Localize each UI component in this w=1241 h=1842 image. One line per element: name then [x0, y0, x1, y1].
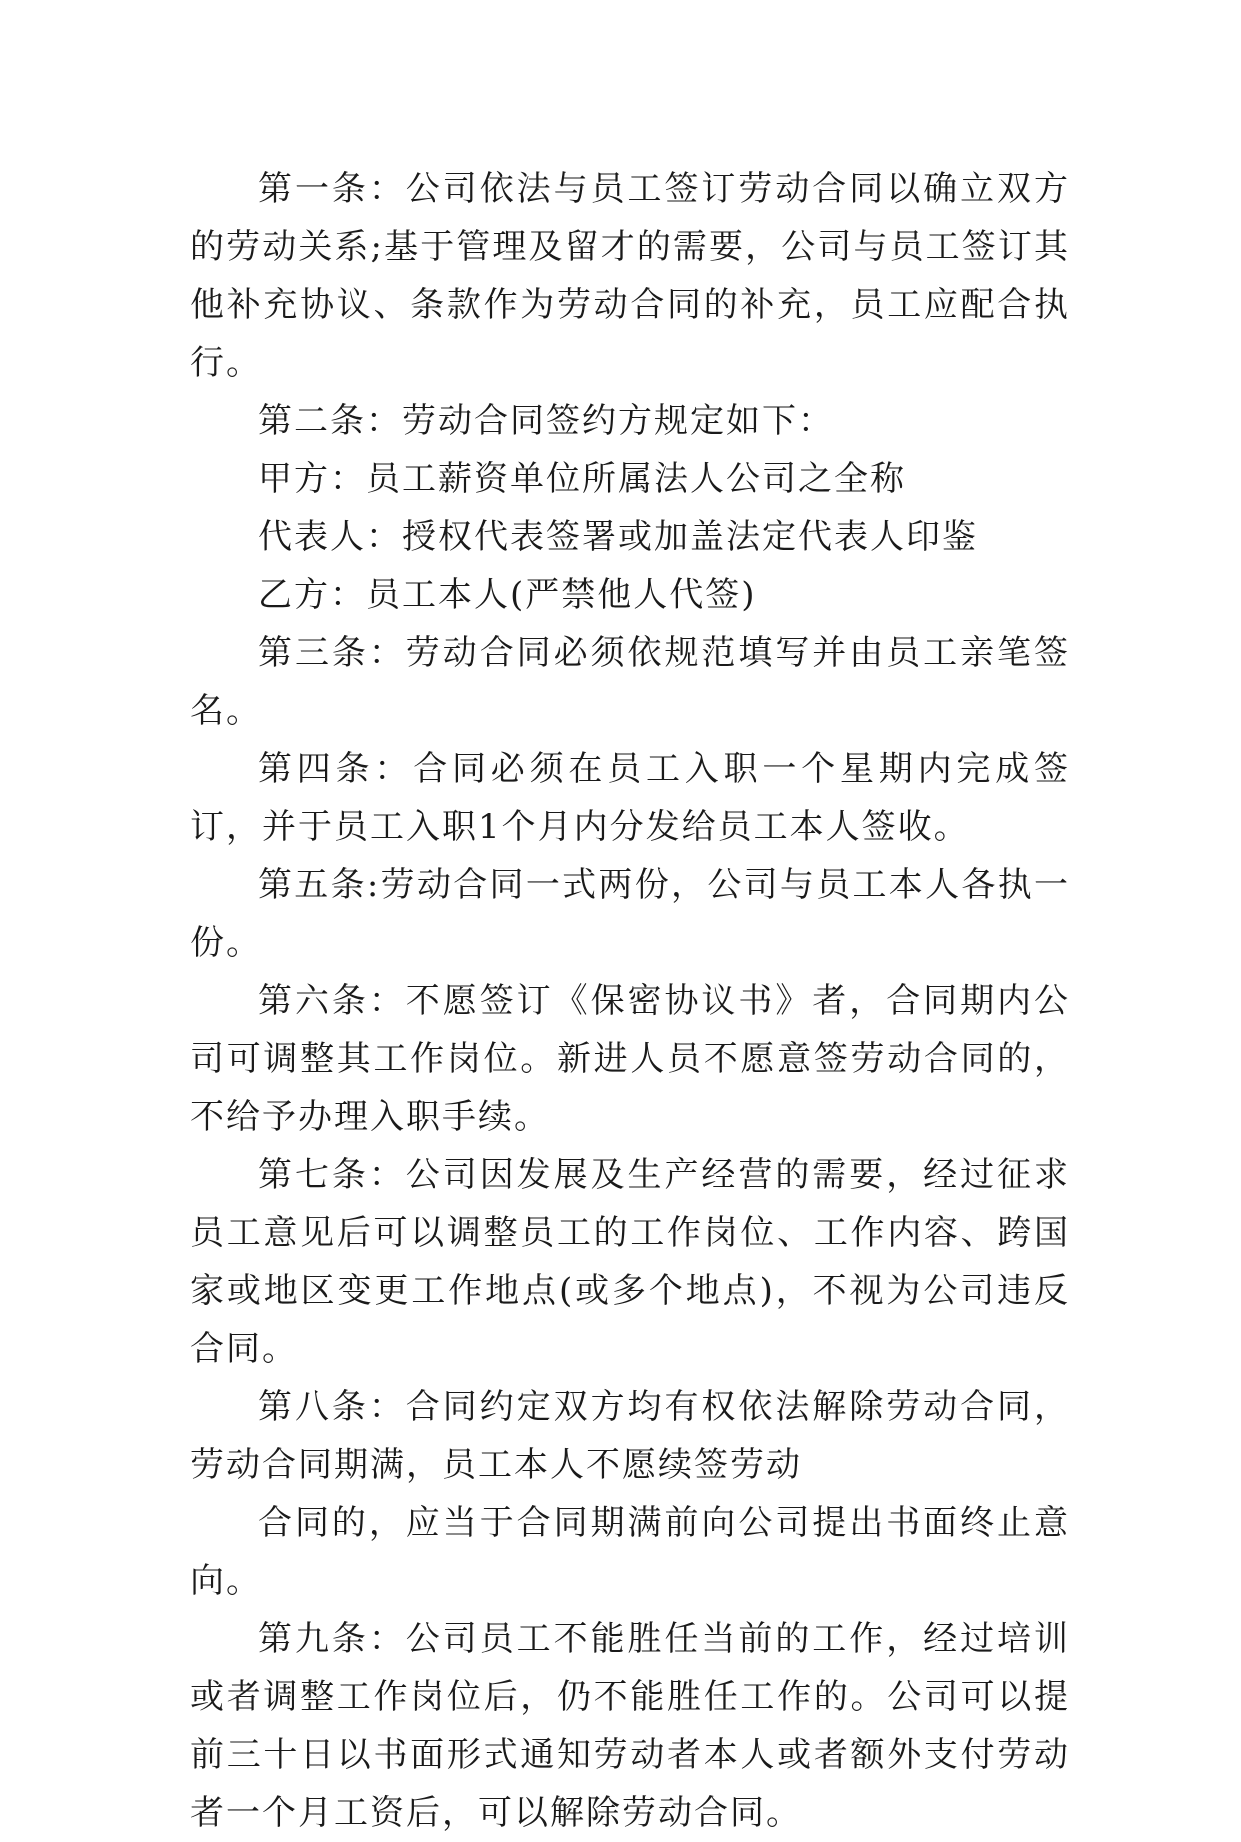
article-4: 第四条：合同必须在员工入职一个星期内完成签订，并于员工入职1个月内分发给员工本人签收。	[190, 749, 1070, 847]
article-7: 第七条：公司因发展及生产经营的需要，经过征求员工意见后可以调整员工的工作岗位、工作内容、跨国家或地区变更工作地点(或多个地点)，不视为公司违反合同。	[190, 1155, 1070, 1369]
document-body	[190, 160, 1070, 1842]
article-8-continued: 合同的，应当于合同期满前向公司提出书面终止意向。	[190, 1503, 1070, 1601]
party-a: 甲方：员工薪资单位所属法人公司之全称	[258, 459, 906, 499]
article-5: 第五条:劳动合同一式两份，公司与员工本人各执一份。	[190, 865, 1070, 963]
article-2: 第二条：劳动合同签约方规定如下：	[258, 401, 834, 441]
article-1: 第一条：公司依法与员工签订劳动合同以确立双方的劳动关系;基于管理及留才的需要，公司与员工签订其他补充协议、条款作为劳动合同的补充，员工应配合执行。	[190, 169, 1070, 383]
representative: 代表人：授权代表签署或加盖法定代表人印鉴	[258, 517, 978, 557]
article-9: 第九条：公司员工不能胜任当前的工作，经过培训或者调整工作岗位后，仍不能胜任工作的。公司可以提前三十日以书面形式通知劳动者本人或者额外支付劳动者一个月工资后，可以解除劳动合同。	[190, 1619, 1070, 1833]
article-6: 第六条：不愿签订《保密协议书》者，合同期内公司可调整其工作岗位。新进人员不愿意签劳动合同的，不给予办理入职手续。	[190, 981, 1070, 1137]
party-b: 乙方：员工本人(严禁他人代签)	[258, 575, 757, 615]
article-8: 第八条：合同约定双方均有权依法解除劳动合同，劳动合同期满，员工本人不愿续签劳动	[190, 1387, 1070, 1485]
article-3: 第三条：劳动合同必须依规范填写并由员工亲笔签名。	[190, 633, 1070, 731]
